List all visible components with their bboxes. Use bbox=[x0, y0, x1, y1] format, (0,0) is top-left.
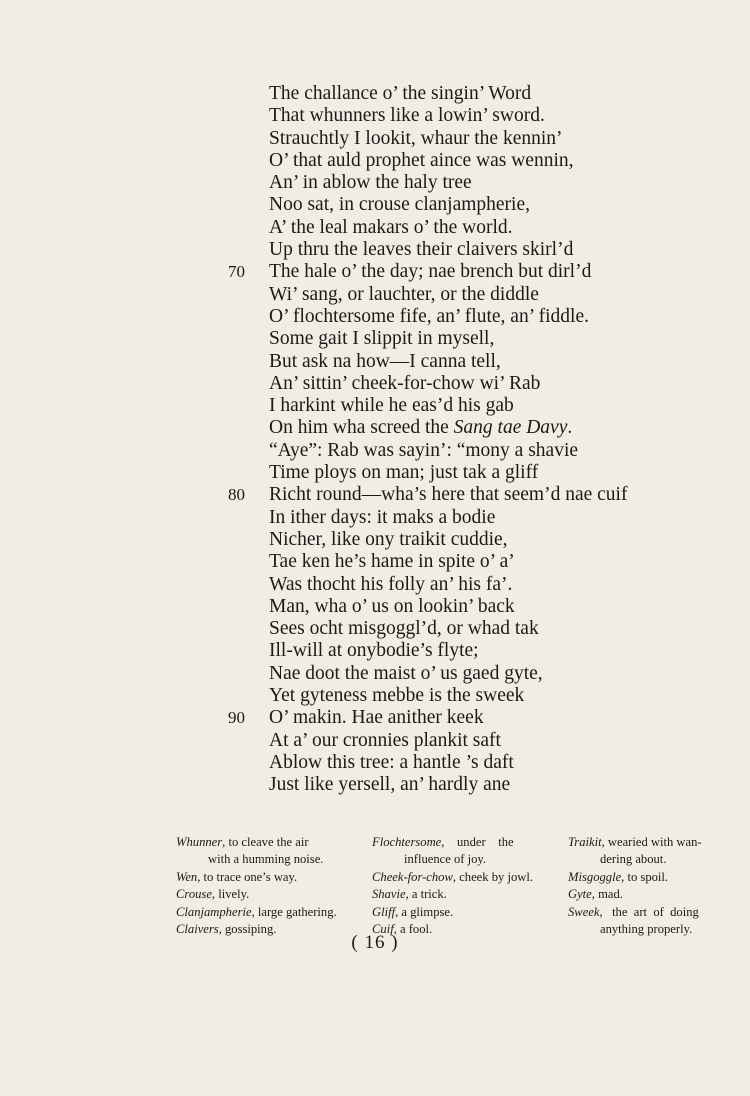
line-number: 80 bbox=[228, 485, 245, 505]
line-text: The hale o’ the day; nae brench but dirl’d bbox=[269, 261, 592, 283]
glossary-entry bbox=[372, 886, 562, 903]
glossary-term: Gliff bbox=[372, 904, 396, 919]
glossary-definition: , a fool. bbox=[393, 922, 433, 937]
glossary-entry bbox=[372, 904, 562, 921]
glossary-entry bbox=[568, 886, 743, 903]
glossary-definition: , large gathering. bbox=[251, 904, 337, 919]
page-number: ( 16 ) bbox=[351, 932, 399, 953]
glossary-term: Wen bbox=[176, 869, 198, 884]
glossary-definition: with a humming noise. bbox=[208, 852, 324, 867]
poem-line bbox=[228, 685, 728, 707]
poem-line bbox=[228, 83, 728, 105]
poem-line bbox=[228, 373, 728, 395]
poem-line bbox=[228, 239, 728, 261]
glossary-term: Shavie bbox=[372, 887, 406, 902]
poem-line bbox=[228, 306, 728, 328]
poem-line bbox=[228, 217, 728, 239]
glossary-entry bbox=[176, 851, 366, 868]
poem-line bbox=[228, 351, 728, 373]
glossary-definition: , cheek by jowl. bbox=[452, 869, 533, 884]
line-title-italic: Sang tae Davy bbox=[453, 417, 568, 439]
line-text: Yet gyteness mebbe is the sweek bbox=[269, 685, 525, 707]
poem-line bbox=[228, 417, 728, 439]
line-text: Nicher, like ony traikit cuddie, bbox=[269, 528, 508, 550]
glossary-definition: dering about. bbox=[600, 852, 667, 867]
line-text: O’ makin. Hae anither keek bbox=[269, 707, 484, 729]
glossary-definition: influence of joy. bbox=[404, 852, 487, 867]
glossary-term: Cheek-for-chow bbox=[372, 869, 453, 884]
poem-line bbox=[228, 328, 728, 350]
glossary-column-2 bbox=[372, 834, 562, 938]
poem-line bbox=[228, 507, 728, 529]
line-text: The challance o’ the singin’ Word bbox=[269, 83, 532, 104]
line-text: Noo sat, in crouse clanjampherie, bbox=[269, 194, 530, 216]
glossary-entry bbox=[568, 851, 743, 868]
poem-line bbox=[228, 261, 728, 283]
poem-line bbox=[228, 640, 728, 662]
glossary-definition: , a trick. bbox=[405, 887, 447, 902]
poem-line bbox=[228, 194, 728, 216]
poem-line bbox=[228, 730, 728, 752]
line-text: . bbox=[567, 417, 573, 439]
glossary-entry bbox=[176, 834, 366, 851]
line-text: But ask na how—I canna tell, bbox=[269, 350, 501, 372]
glossary-definition: , to spoil. bbox=[621, 869, 669, 884]
line-text: Strauchtly I lookit, whaur the kennin’ bbox=[269, 127, 563, 149]
line-text: Just like yersell, an’ hardly ane bbox=[269, 774, 511, 796]
poem-line bbox=[228, 440, 728, 462]
glossary-definition: , wearied with wan- bbox=[601, 835, 702, 849]
glossary-entry bbox=[568, 834, 743, 851]
poem-line bbox=[228, 484, 728, 506]
line-text: I harkint while he eas’d his gab bbox=[269, 395, 514, 417]
line-text: O’ flochtersome fife, an’ flute, an’ fiddle. bbox=[269, 305, 589, 327]
line-text: At a’ our cronnies plankit saft bbox=[269, 729, 501, 751]
glossary-term: Claivers bbox=[176, 922, 219, 937]
line-text: Ablow this tree: a hantle ’s daft bbox=[269, 751, 514, 773]
glossary-term: Cuif bbox=[372, 922, 394, 937]
poem-line bbox=[228, 128, 728, 150]
glossary-column-1 bbox=[176, 834, 366, 938]
line-text: On him wha screed the bbox=[269, 417, 454, 439]
line-text: Time ploys on man; just tak a gliff bbox=[269, 462, 539, 484]
glossary-term: Gyte bbox=[568, 887, 592, 902]
glossary-column-3 bbox=[568, 834, 743, 938]
poem bbox=[228, 83, 728, 797]
glossary-entry bbox=[176, 886, 366, 903]
glossary-definition: , to trace one’s way. bbox=[197, 869, 298, 884]
glossary-entry bbox=[568, 869, 743, 886]
line-text: O’ that auld prophet aince was wennin, bbox=[269, 149, 574, 171]
line-text: Sees ocht misgoggl’d, or whad tak bbox=[269, 618, 539, 640]
glossary-definition: anything properly. bbox=[600, 922, 693, 937]
poem-line bbox=[228, 284, 728, 306]
glossary-entry bbox=[372, 851, 562, 868]
poem-line bbox=[228, 752, 728, 774]
glossary-term: Whunner bbox=[176, 835, 223, 849]
glossary-entry bbox=[372, 869, 562, 886]
glossary-entry bbox=[176, 869, 366, 886]
glossary-term: Traikit bbox=[568, 835, 602, 849]
glossary-term: Flochtersome bbox=[372, 835, 442, 849]
glossary-term: Clanjampherie bbox=[176, 904, 252, 919]
glossary-entry bbox=[372, 834, 562, 851]
poem-line bbox=[228, 529, 728, 551]
glossary-definition: , lively. bbox=[211, 887, 250, 902]
poem-line bbox=[228, 395, 728, 417]
poem-line bbox=[228, 105, 728, 127]
line-text: Was thocht his folly an’ his fa’. bbox=[269, 573, 513, 595]
line-text: Nae doot the maist o’ us gaed gyte, bbox=[269, 662, 543, 684]
line-text: Tae ken he’s hame in spite o’ a’ bbox=[269, 551, 515, 573]
line-text: Wi’ sang, or lauchter, or the diddle bbox=[269, 283, 539, 305]
poem-line bbox=[228, 774, 728, 796]
glossary-term: Sweek bbox=[568, 904, 600, 919]
line-text: Man, wha o’ us on lookin’ back bbox=[269, 595, 515, 617]
glossary-entry bbox=[176, 904, 366, 921]
line-text: “Aye”: Rab was sayin’: “mony a shavie bbox=[269, 439, 579, 461]
line-number: 90 bbox=[228, 708, 245, 728]
poem-line bbox=[228, 618, 728, 640]
glossary-definition: , mad. bbox=[591, 887, 623, 902]
line-text: Ill-will at onybodie’s flyte; bbox=[269, 640, 479, 662]
glossary-term: Crouse bbox=[176, 887, 212, 902]
line-text: In ither days: it maks a bodie bbox=[269, 506, 496, 528]
line-text: Some gait I slippit in mysell, bbox=[269, 328, 495, 350]
glossary-definition: , gossiping. bbox=[218, 922, 277, 937]
glossary-entry bbox=[568, 904, 743, 921]
poem-line bbox=[228, 150, 728, 172]
glossary-definition: , a glimpse. bbox=[395, 904, 454, 919]
poem-line bbox=[228, 551, 728, 573]
line-text: A’ the leal makars o’ the world. bbox=[269, 216, 513, 238]
line-number: 70 bbox=[228, 262, 245, 282]
poem-line bbox=[228, 707, 728, 729]
line-text: Richt round—wha’s here that seem’d nae cuif bbox=[269, 484, 628, 506]
line-text: Up thru the leaves their claivers skirl’d bbox=[269, 239, 574, 261]
poem-line bbox=[228, 462, 728, 484]
glossary-definition: , to cleave the air bbox=[222, 835, 309, 849]
line-text: That whunners like a lowin’ sword. bbox=[269, 105, 545, 127]
line-text: An’ sittin’ cheek-for-chow wi’ Rab bbox=[269, 372, 541, 394]
poem-line bbox=[228, 172, 728, 194]
glossary-definition: , the art of doing bbox=[599, 904, 699, 919]
poem-line bbox=[228, 596, 728, 618]
poem-line bbox=[228, 663, 728, 685]
line-text: An’ in ablow the haly tree bbox=[269, 172, 472, 194]
poem-line bbox=[228, 574, 728, 596]
glossary-definition: , under the bbox=[441, 835, 514, 849]
glossary-term: Misgoggle bbox=[568, 869, 622, 884]
